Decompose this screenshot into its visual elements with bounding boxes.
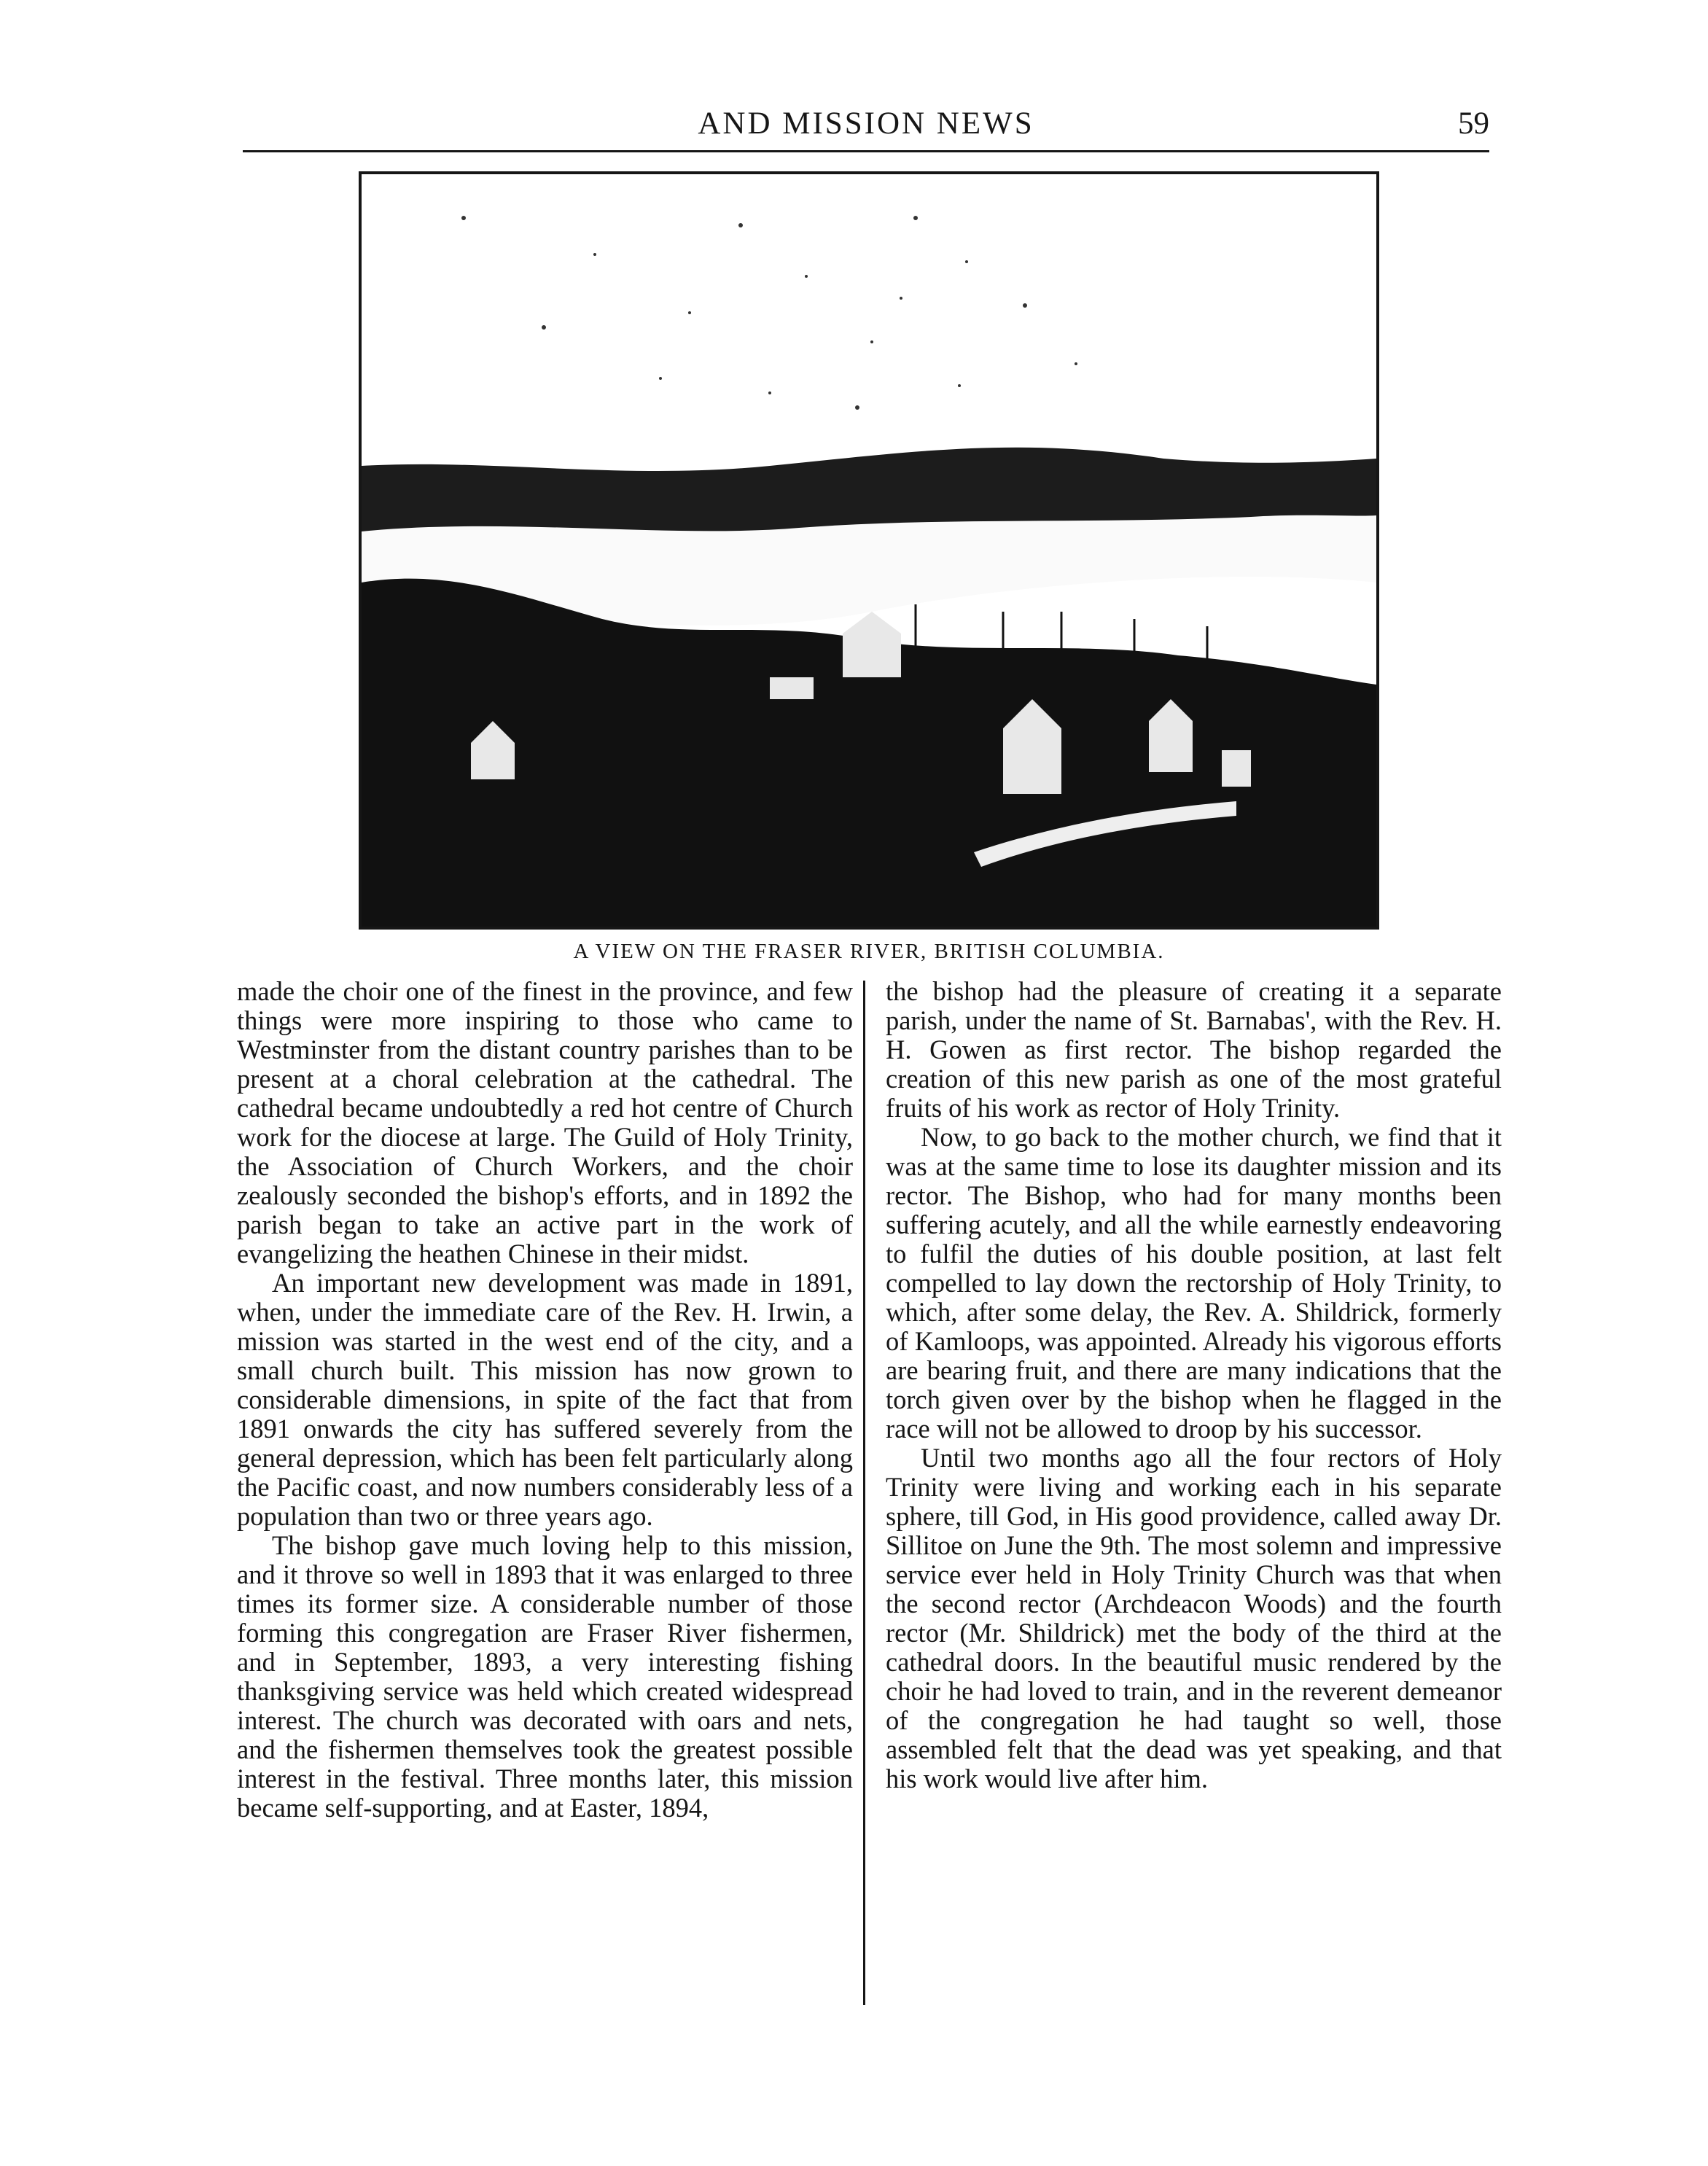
figure-caption: A VIEW ON THE FRASER RIVER, BRITISH COLUMBIA. [573,940,1165,963]
paragraph: made the choir one of the finest in the province, and few things were more inspiring to those who came to Westminster from the distant country parishes than to be present at a choral celebration at the cathedral. The cathedral became undoubtedly a red hot centre of Church work for the diocese at large. The Guild of Holy Trinity, the Association of Church Workers, and the choir zealously seconded the bishop's efforts, and in 1892 the parish began to take an active part in the work of evangelizing the heathen Chinese in their midst. [237,976,853,1269]
running-title: AND MISSION NEWS [698,106,1034,141]
column-divider [863,981,865,2005]
paragraph: the bishop had the pleasure of creating it a separate parish, under the name of St. Barnabas', with the Rev. H. H. Gowen as first rector. The bishop regarded the creation of this new parish as one of the most grateful fruits of his work as rector of Holy Trinity. [886,976,1502,1123]
photo-illustration [362,174,1376,927]
paragraph: Until two months ago all the four rectors of Holy Trinity were living and working each in his separate sphere, till God, in His good providence, called away Dr. Sillitoe on June the 9th. The most solemn and impressive service ever held in Holy Trinity Church was that when the second rector (Archdeacon Woods) and the fourth rector (Mr. Shildrick) met the body of the third at the cathedral doors. In the beautiful music rendered by the choir he had loved to train, and in the reverent demeanor of the congregation he had taught so well, those assembled felt that the dead was yet speaking, and that his work would live after him. [886,1443,1502,1793]
text-column-right [886,977,1502,1793]
paragraph: An important new development was made in 1891, when, under the immediate care of the Rev. H. Irwin, a mission was started in the west end of the city, and a small church built. This mission has now grown to considerable dimensions, in spite of the fact that from 1891 onwards the city has suffered severely from the general depression, which has been felt particularly along the Pacific coast, and now numbers considerably less of a population than two or three years ago. [237,1268,853,1531]
text-column-left [237,977,853,1823]
header-rule [243,150,1489,152]
paragraph: Now, to go back to the mother church, we find that it was at the same time to lose its daughter mission and its rector. The Bishop, who had for many months been suffering acutely, and all the while earnestly endeavoring to fulfil the duties of his double position, at last felt compelled to lay down the rectorship of Holy Trinity, to which, after some delay, the Rev. A. Shildrick, formerly of Kamloops, was appointed. Already his vigorous efforts are bearing fruit, and there are many indications that the torch given over by the bishop when he flagged in the race will not be allowed to droop by his successor. [886,1122,1502,1444]
running-header [243,102,1489,146]
page-number: 59 [1458,106,1489,141]
fraser-river-photo [359,171,1379,930]
paragraph: The bishop gave much loving help to this mission, and it throve so well in 1893 that it was enlarged to three times its former size. A considerable number of those forming this congregation are Fraser River fishermen, and in September, 1893, a very interesting fishing thanksgiving service was held which created widespread interest. The church was decorated with oars and nets, and the fishermen themselves took the greatest possible interest in the festival. Three months later, this mission became self-supporting, and at Easter, 1894, [237,1530,853,1823]
